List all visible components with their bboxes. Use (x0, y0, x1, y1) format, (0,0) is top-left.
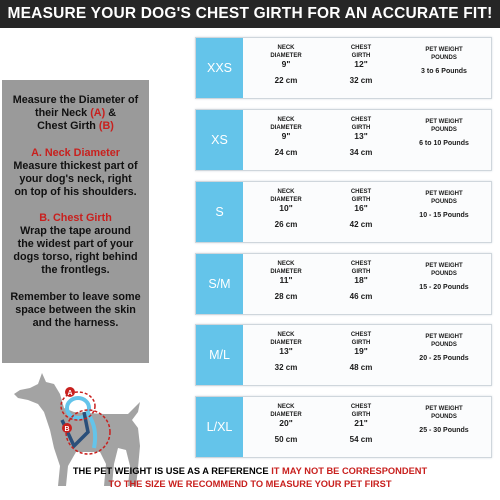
neck-instruction-line: Measure thickest part of (13, 160, 138, 172)
weight-header-line: PET WEIGHT (425, 406, 463, 412)
weight-header (394, 191, 494, 206)
label-b: (B) (98, 120, 114, 132)
weight-header (394, 47, 494, 62)
chest-cm: 42 cm (349, 220, 373, 229)
chest-cm: 34 cm (349, 148, 373, 157)
chest-header (326, 332, 396, 347)
chest-header-line: CHEST (350, 117, 372, 123)
size-badge: XXS (196, 38, 243, 98)
chest-header-line: CHEST (350, 261, 372, 267)
footer-note-black: THE PET WEIGHT IS USE AS A REFERENCE (72, 466, 269, 476)
weight-header-line: POUNDS (431, 198, 457, 205)
marker-a-label: A (67, 390, 73, 397)
weight-header-line: POUNDS (431, 270, 457, 277)
pet-weight: 15 - 20 Pounds (419, 284, 469, 291)
neck-instruction-line: your dog's neck, right (19, 173, 132, 185)
chest-inches: 21" (354, 418, 368, 428)
chest-header (326, 261, 396, 276)
chest-heading: B. Chest Girth (39, 212, 112, 224)
chest-header (326, 45, 396, 60)
neck-cm: 32 cm (274, 363, 298, 372)
footer-note-line-2: TO THE SIZE WE RECOMMEND TO MEASURE YOUR PET FIRST (108, 479, 392, 489)
chest-cm: 32 cm (349, 76, 373, 85)
instructions-panel (2, 80, 149, 363)
ampersand: & (108, 107, 117, 119)
chest-instruction-line: dogs torso, right behind (13, 251, 138, 263)
chest-header-line: CHEST (350, 189, 372, 195)
chest-header-line: GIRTH (351, 124, 371, 131)
size-badge: L/XL (196, 397, 243, 457)
chest-header-line: GIRTH (351, 268, 371, 275)
neck-inches: 9" (281, 131, 291, 141)
neck-inches: 13" (279, 346, 293, 356)
reminder-line: and the harness. (32, 317, 119, 329)
weight-header-line: POUNDS (431, 54, 457, 61)
neck-inches: 10" (279, 203, 293, 213)
chest-cm: 48 cm (349, 363, 373, 372)
size-badge: S (196, 182, 243, 242)
weight-header-line: PET WEIGHT (425, 191, 463, 197)
neck-heading: A. Neck Diameter (31, 147, 120, 159)
instructions-intro-line (2, 107, 149, 120)
chest-instruction-line: the widest part of your (17, 238, 134, 250)
footer-note-line-1 (0, 466, 500, 476)
chest-header-line: GIRTH (351, 411, 371, 418)
pet-weight: 6 to 10 Pounds (419, 140, 469, 147)
chest-inches: 19" (354, 346, 368, 356)
neck-header (251, 189, 321, 204)
reminder-line: Remember to leave some (10, 291, 141, 303)
size-row (195, 324, 492, 386)
pet-weight: 20 - 25 Pounds (419, 355, 469, 362)
chest-inches: 18" (354, 275, 368, 285)
size-row (195, 396, 492, 458)
neck-header-line: NECK (277, 117, 295, 123)
chest-header-line: CHEST (350, 332, 372, 338)
neck-header-line: NECK (277, 404, 295, 410)
weight-header-line: POUNDS (431, 126, 457, 133)
chest-inches: 12" (354, 59, 368, 69)
size-badge: M/L (196, 325, 243, 385)
neck-inches: 11" (279, 275, 293, 285)
size-row (195, 253, 492, 315)
instructions-intro-line: Measure the Diameter of (12, 94, 139, 106)
weight-header-line: PET WEIGHT (425, 334, 463, 340)
size-row (195, 109, 492, 171)
chest-inches: 13" (354, 131, 368, 141)
neck-header-line: DIAMETER (270, 268, 302, 275)
neck-cm: 24 cm (274, 148, 298, 157)
chest-instruction-line: Wrap the tape around (20, 225, 131, 237)
chest-header-line: CHEST (350, 404, 372, 410)
marker-b-label: B (64, 426, 70, 433)
chest-inches: 16" (354, 203, 368, 213)
neck-header (251, 404, 321, 419)
label-a: (A) (90, 107, 106, 119)
neck-cm: 26 cm (274, 220, 298, 229)
neck-header-line: DIAMETER (270, 339, 302, 346)
chest-cm: 54 cm (349, 435, 373, 444)
weight-header-line: PET WEIGHT (425, 47, 463, 53)
neck-header (251, 45, 321, 60)
neck-header-line: NECK (277, 45, 295, 51)
size-badge: S/M (196, 254, 243, 314)
pet-weight: 25 - 30 Pounds (419, 427, 469, 434)
chest-cm: 46 cm (349, 292, 373, 301)
weight-header (394, 119, 494, 134)
chest-header-line: GIRTH (351, 339, 371, 346)
footer-note-red: IT MAY NOT BE CORRESPONDENT (271, 466, 428, 476)
weight-header-line: POUNDS (431, 341, 457, 348)
neck-cm: 22 cm (274, 76, 298, 85)
neck-inches: 9" (281, 59, 291, 69)
neck-header-line: NECK (277, 189, 295, 195)
neck-inches: 20" (279, 418, 293, 428)
neck-text: their Neck (34, 107, 88, 119)
reminder-line: space between the skin (15, 304, 136, 316)
neck-header-line: NECK (277, 332, 295, 338)
chest-header (326, 404, 396, 419)
chest-header-line: GIRTH (351, 196, 371, 203)
weight-header (394, 263, 494, 278)
neck-header-line: DIAMETER (270, 411, 302, 418)
weight-header-line: PET WEIGHT (425, 263, 463, 269)
size-row (195, 37, 492, 99)
chest-text: Chest Girth (37, 120, 96, 132)
size-row (195, 181, 492, 243)
neck-cm: 50 cm (274, 435, 298, 444)
chest-header-line: GIRTH (351, 52, 371, 59)
weight-header (394, 334, 494, 349)
page-title: MEASURE YOUR DOG'S CHEST GIRTH FOR AN ACCURATE FIT! (0, 0, 500, 28)
instructions-intro-line (2, 120, 149, 133)
weight-header-line: POUNDS (431, 413, 457, 420)
neck-header-line: DIAMETER (270, 52, 302, 59)
neck-header-line: DIAMETER (270, 196, 302, 203)
chest-header (326, 117, 396, 132)
neck-header (251, 332, 321, 347)
pet-weight: 3 to 6 Pounds (421, 68, 467, 75)
neck-header (251, 117, 321, 132)
chest-header-line: CHEST (350, 45, 372, 51)
weight-header (394, 406, 494, 421)
chest-instruction-line: the frontlegs. (41, 264, 110, 276)
neck-instruction-line: on top of his shoulders. (14, 186, 137, 198)
neck-cm: 28 cm (274, 292, 298, 301)
neck-header-line: NECK (277, 261, 295, 267)
chest-header (326, 189, 396, 204)
neck-header-line: DIAMETER (270, 124, 302, 131)
pet-weight: 10 - 15 Pounds (419, 212, 469, 219)
size-badge: XS (196, 110, 243, 170)
weight-header-line: PET WEIGHT (425, 119, 463, 125)
neck-header (251, 261, 321, 276)
